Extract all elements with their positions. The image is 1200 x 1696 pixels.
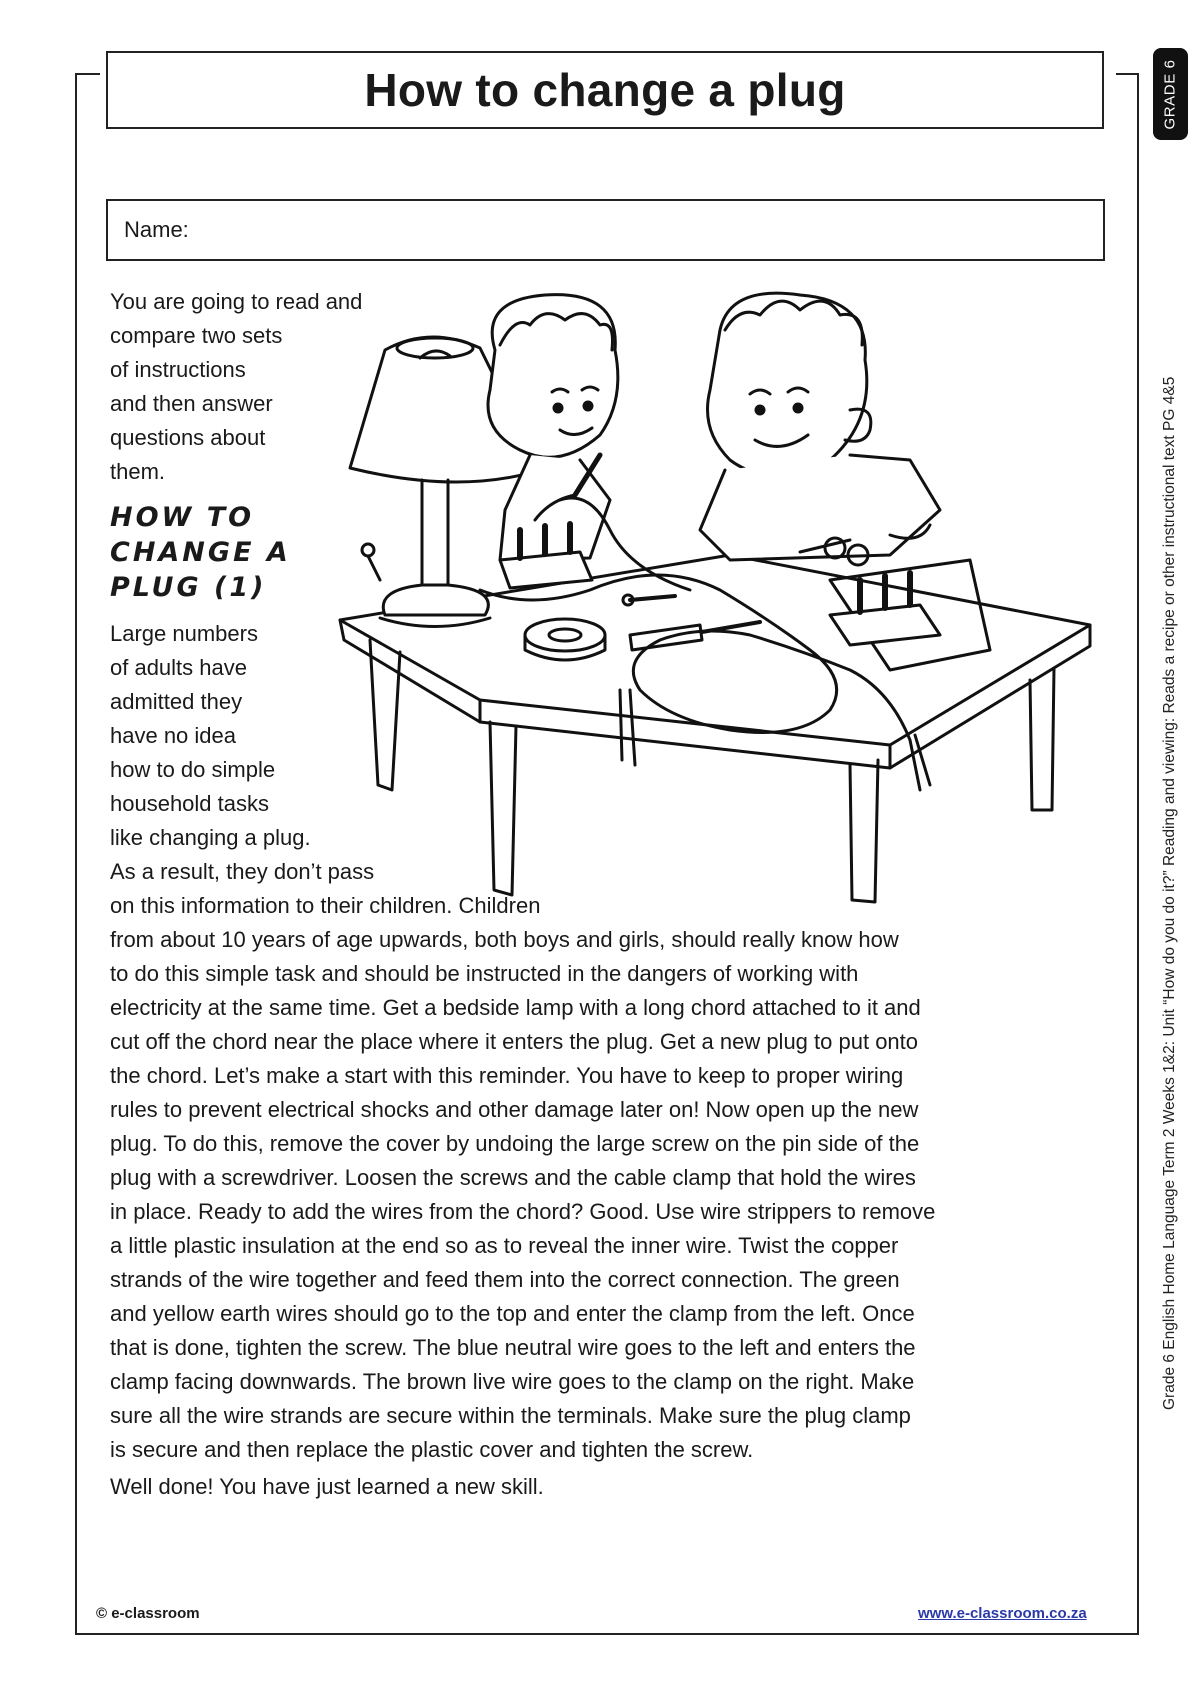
intro-line: them. xyxy=(110,459,166,484)
body-line: admitted they xyxy=(110,689,243,714)
side-caption-text: Grade 6 English Home Language Term 2 Weeks 1&2: Unit “How do you do it?” Reading and viewing: Reads a recipe or other instructional text PG 4&5 xyxy=(1161,376,1178,1410)
body-line: how to do simple xyxy=(110,757,276,782)
grade-tab xyxy=(1153,48,1188,140)
body-line: plug with a screwdriver. Loosen the screws and the cable clamp that hold the wires xyxy=(110,1165,916,1190)
body-line: a little plastic insulation at the end so as to reveal the inner wire. Twist the copper xyxy=(110,1233,899,1258)
closing-line: Well done! You have just learned a new skill. xyxy=(110,1474,544,1499)
body-line: to do this simple task and should be instructed in the dangers of working with xyxy=(110,961,859,986)
body-line: strands of the wire together and feed them into the correct connection. The green xyxy=(110,1267,900,1292)
intro-line: and then answer xyxy=(110,391,273,416)
body-line: in place. Ready to add the wires from the chord? Good. Use wire strippers to remove xyxy=(110,1199,936,1224)
intro-line: compare two sets xyxy=(110,323,283,348)
intro-line: of instructions xyxy=(110,357,246,382)
title-box xyxy=(106,51,1104,129)
site-link[interactable]: www.e-classroom.co.za xyxy=(918,1605,1087,1622)
body-line: on this information to their children. Children xyxy=(110,893,541,918)
body-line: electricity at the same time. Get a bedside lamp with a long chord attached to it and xyxy=(110,995,921,1020)
body-line: like changing a plug. xyxy=(110,825,311,850)
body-line: As a result, they don’t pass xyxy=(110,859,375,884)
section-heading-line: PLUG (1) xyxy=(110,572,267,603)
body-line: household tasks xyxy=(110,791,269,816)
body-line: Large numbers xyxy=(110,621,258,646)
body-line: is secure and then replace the plastic cover and tighten the screw. xyxy=(110,1437,754,1462)
intro-line: You are going to read and xyxy=(110,289,363,314)
body-line: and yellow earth wires should go to the top and enter the clamp from the left. Once xyxy=(110,1301,915,1326)
name-label: Name: xyxy=(124,217,189,242)
body-line: cut off the chord near the place where it enters the plug. Get a new plug to put onto xyxy=(110,1029,919,1054)
grade-tab-label: GRADE 6 xyxy=(1162,58,1179,130)
body-wide xyxy=(110,923,1110,1467)
section-heading-line: CHANGE A xyxy=(110,537,291,568)
body-line: of adults have xyxy=(110,655,247,680)
body-line: the chord. Let’s make a start with this reminder. You have to keep to proper wiring xyxy=(110,1063,904,1088)
body-line: clamp facing downwards. The brown live wire goes to the clamp on the right. Make xyxy=(110,1369,915,1394)
body-line: sure all the wire strands are secure within the terminals. Make sure the plug clamp xyxy=(110,1403,911,1428)
intro-line: questions about xyxy=(110,425,266,450)
name-field[interactable] xyxy=(106,199,1105,261)
copyright-text: © e-classroom xyxy=(96,1605,200,1622)
section-heading-line: HOW TO xyxy=(110,502,255,533)
body-line: have no idea xyxy=(110,723,236,748)
body-line: that is done, tighten the screw. The blue neutral wire goes to the left and enters the xyxy=(110,1335,916,1360)
illustration-children-changing-plug xyxy=(330,290,1130,910)
body-line: from about 10 years of age upwards, both boys and girls, should really know how xyxy=(110,927,899,952)
body-line: rules to prevent electrical shocks and other damage later on! Now open up the new xyxy=(110,1097,919,1122)
body-line: plug. To do this, remove the cover by undoing the large screw on the pin side of the xyxy=(110,1131,920,1156)
page-title: How to change a plug xyxy=(364,64,846,116)
section-heading xyxy=(110,500,291,605)
